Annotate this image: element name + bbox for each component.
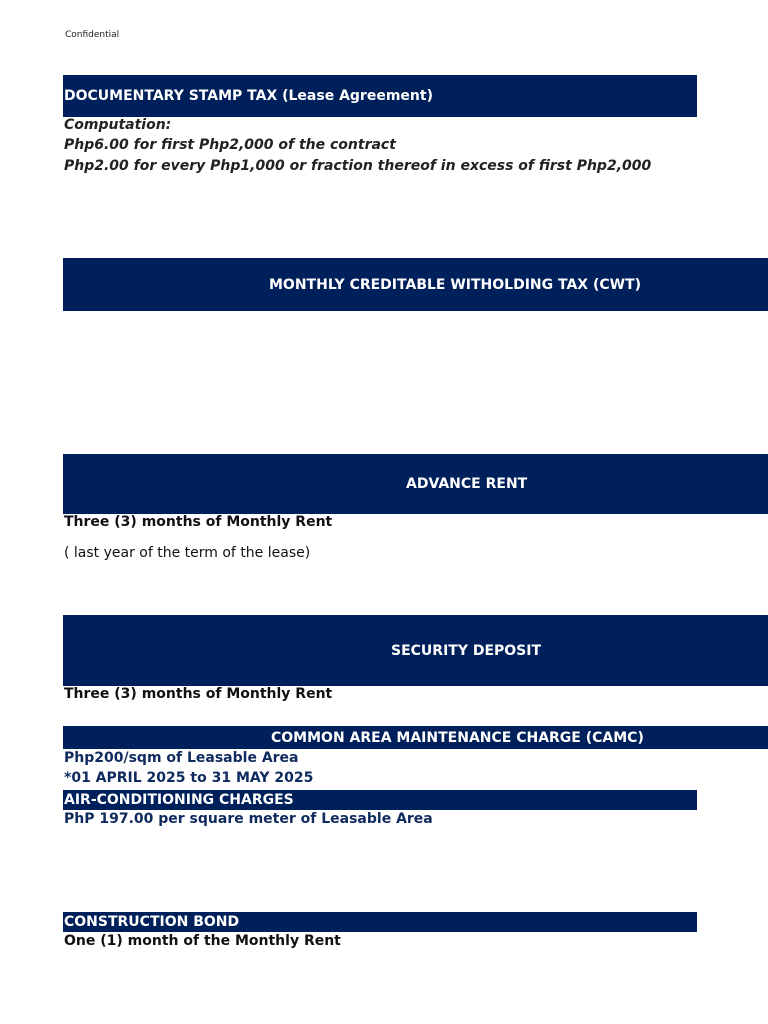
security-deposit-line-1: Three (3) months of Monthly Rent xyxy=(64,686,333,702)
camc-title: COMMON AREA MAINTENANCE CHARGE (CAMC) xyxy=(271,729,644,746)
confidential-label: Confidential xyxy=(65,30,120,40)
dst-title: DOCUMENTARY STAMP TAX (Lease Agreement) xyxy=(64,88,433,104)
aircon-header-band xyxy=(63,790,697,810)
security-deposit-header-band xyxy=(63,615,768,686)
construction-bond-header-band xyxy=(63,912,697,932)
dst-header-band xyxy=(63,75,697,117)
construction-bond-title: CONSTRUCTION BOND xyxy=(64,914,240,930)
cwt-title: MONTHLY CREDITABLE WITHOLDING TAX (CWT) xyxy=(269,276,642,293)
aircon-line-1: PhP 197.00 per square meter of Leasable Area xyxy=(64,811,433,827)
camc-line-1: Php200/sqm of Leasable Area xyxy=(64,750,299,766)
security-deposit-title: SECURITY DEPOSIT xyxy=(391,642,542,659)
advance-rent-line-2: ( last year of the term of the lease) xyxy=(64,545,311,561)
cwt-header-band xyxy=(63,258,768,311)
camc-header-band xyxy=(63,726,768,749)
advance-rent-header-band xyxy=(63,454,768,514)
camc-line-2: *01 APRIL 2025 to 31 MAY 2025 xyxy=(64,770,314,786)
advance-rent-line-1: Three (3) months of Monthly Rent xyxy=(64,514,333,530)
construction-bond-line-1: One (1) month of the Monthly Rent xyxy=(64,933,341,949)
dst-line-1: Php6.00 for first Php2,000 of the contract xyxy=(64,137,396,153)
aircon-title: AIR-CONDITIONING CHARGES xyxy=(64,792,294,808)
dst-computation-label: Computation: xyxy=(64,117,172,133)
dst-line-2: Php2.00 for every Php1,000 or fraction thereof in excess of first Php2,000 xyxy=(64,158,652,174)
advance-rent-title: ADVANCE RENT xyxy=(406,476,528,492)
